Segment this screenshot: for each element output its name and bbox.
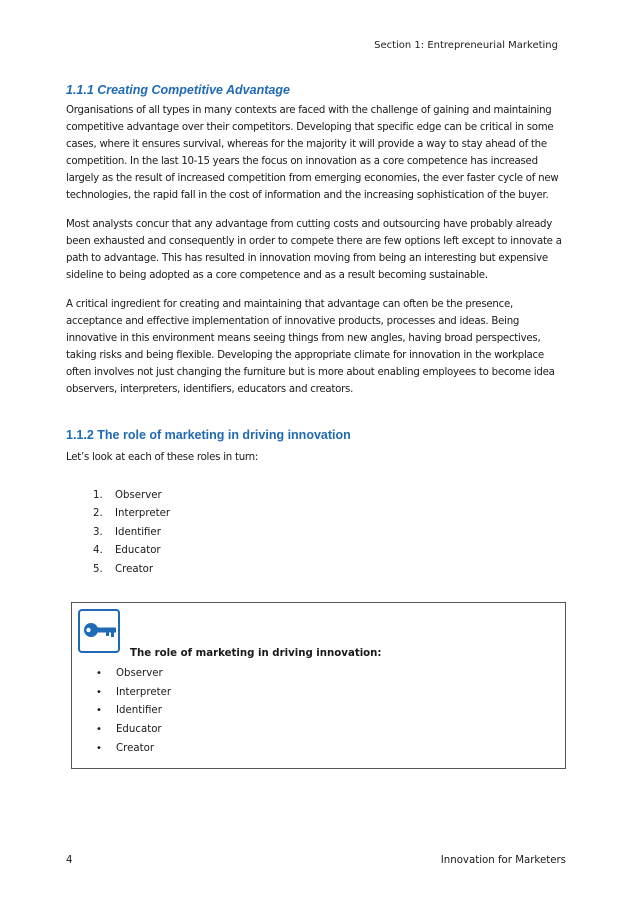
key-point-box xyxy=(71,602,566,769)
list-item xyxy=(93,524,170,542)
roles-numbered-list xyxy=(93,487,170,579)
list-item-label: Interpreter xyxy=(115,508,171,520)
list-item-label: Educator xyxy=(116,724,162,736)
book-title: Innovation for Marketers xyxy=(440,855,566,866)
key-box-bullet-list xyxy=(96,665,171,758)
body-paragraph: A critical ingredient for creating and maintaining that advantage can often be the presence, acceptance and effective implementation of innovative products, processes and ideas. Being innovative in this environment means seeing things from new angles, having broad perspectives, taking risks and being flexible. Developing the appropriate climate for innovation in the workplace often involves not just changing the furniture but is more about enabling employees to become idea observers, interpreters, identifiers, educators and creators. xyxy=(66,299,555,396)
list-item xyxy=(96,684,171,703)
list-number: 5. xyxy=(93,563,103,575)
bullet-icon: • xyxy=(96,668,102,679)
body-paragraph: Organisations of all types in many contexts are faced with the challenge of gaining and maintaining competitive advantage over their competitors. Developing that specific edge can be critical in some cases, where it ensures survival, whereas for the majority it will provide a way to stay ahead of the competition. In the last 10-15 years the focus on innovation as a core competence has increased largely as the result of increased competition from emerging economies, the ever faster cycle of new technologies, the rapid fall in the cost of information and the increasing sophistication of the buyer. xyxy=(66,105,559,202)
bullet-icon: • xyxy=(96,724,102,736)
section-heading-competitive-advantage: 1.1.1 Creating Competitive Advantage xyxy=(66,83,290,97)
page-number: 4 xyxy=(66,855,73,866)
running-header: Section 1: Entrepreneurial Marketing xyxy=(374,40,558,51)
list-item xyxy=(96,721,171,740)
list-item-label: Creator xyxy=(116,742,155,754)
bullet-icon: • xyxy=(96,742,102,754)
key-box-title: The role of marketing in driving innovation: xyxy=(130,648,382,659)
list-item-label: Interpreter xyxy=(116,686,172,698)
bullet-icon: • xyxy=(96,705,102,717)
bullet-icon: • xyxy=(96,686,102,698)
list-item xyxy=(93,542,170,560)
list-item-label: Observer xyxy=(115,490,162,501)
key-icon xyxy=(78,609,120,653)
list-item-label: Identifier xyxy=(116,705,162,717)
list-number: 2. xyxy=(93,508,103,520)
list-item xyxy=(93,487,170,505)
list-item xyxy=(93,561,170,579)
key-icon-graphic xyxy=(82,619,118,641)
list-item xyxy=(96,702,171,721)
list-item-label: Educator xyxy=(115,545,161,557)
list-item xyxy=(96,665,171,684)
body-paragraph: Most analysts concur that any advantage from cutting costs and outsourcing have probably already been exhausted and consequently in order to compete there are few options left except to innovate a path to advantage. This has resulted in innovation moving from being an interesting but expensive sideline to being adopted as a core competence and as a result becoming sustainable. xyxy=(66,219,562,282)
section-heading-role-of-marketing: 1.1.2 The role of marketing in driving innovation xyxy=(66,428,351,442)
list-number: 4. xyxy=(93,545,103,557)
list-item-label: Creator xyxy=(115,563,154,575)
list-number: 1. xyxy=(93,490,103,501)
list-item xyxy=(96,740,171,759)
section-intro: Let’s look at each of these roles in turn: xyxy=(66,452,259,463)
list-item-label: Observer xyxy=(116,668,163,679)
list-item-label: Identifier xyxy=(115,526,161,538)
list-item xyxy=(93,505,170,523)
list-number: 3. xyxy=(93,526,103,538)
